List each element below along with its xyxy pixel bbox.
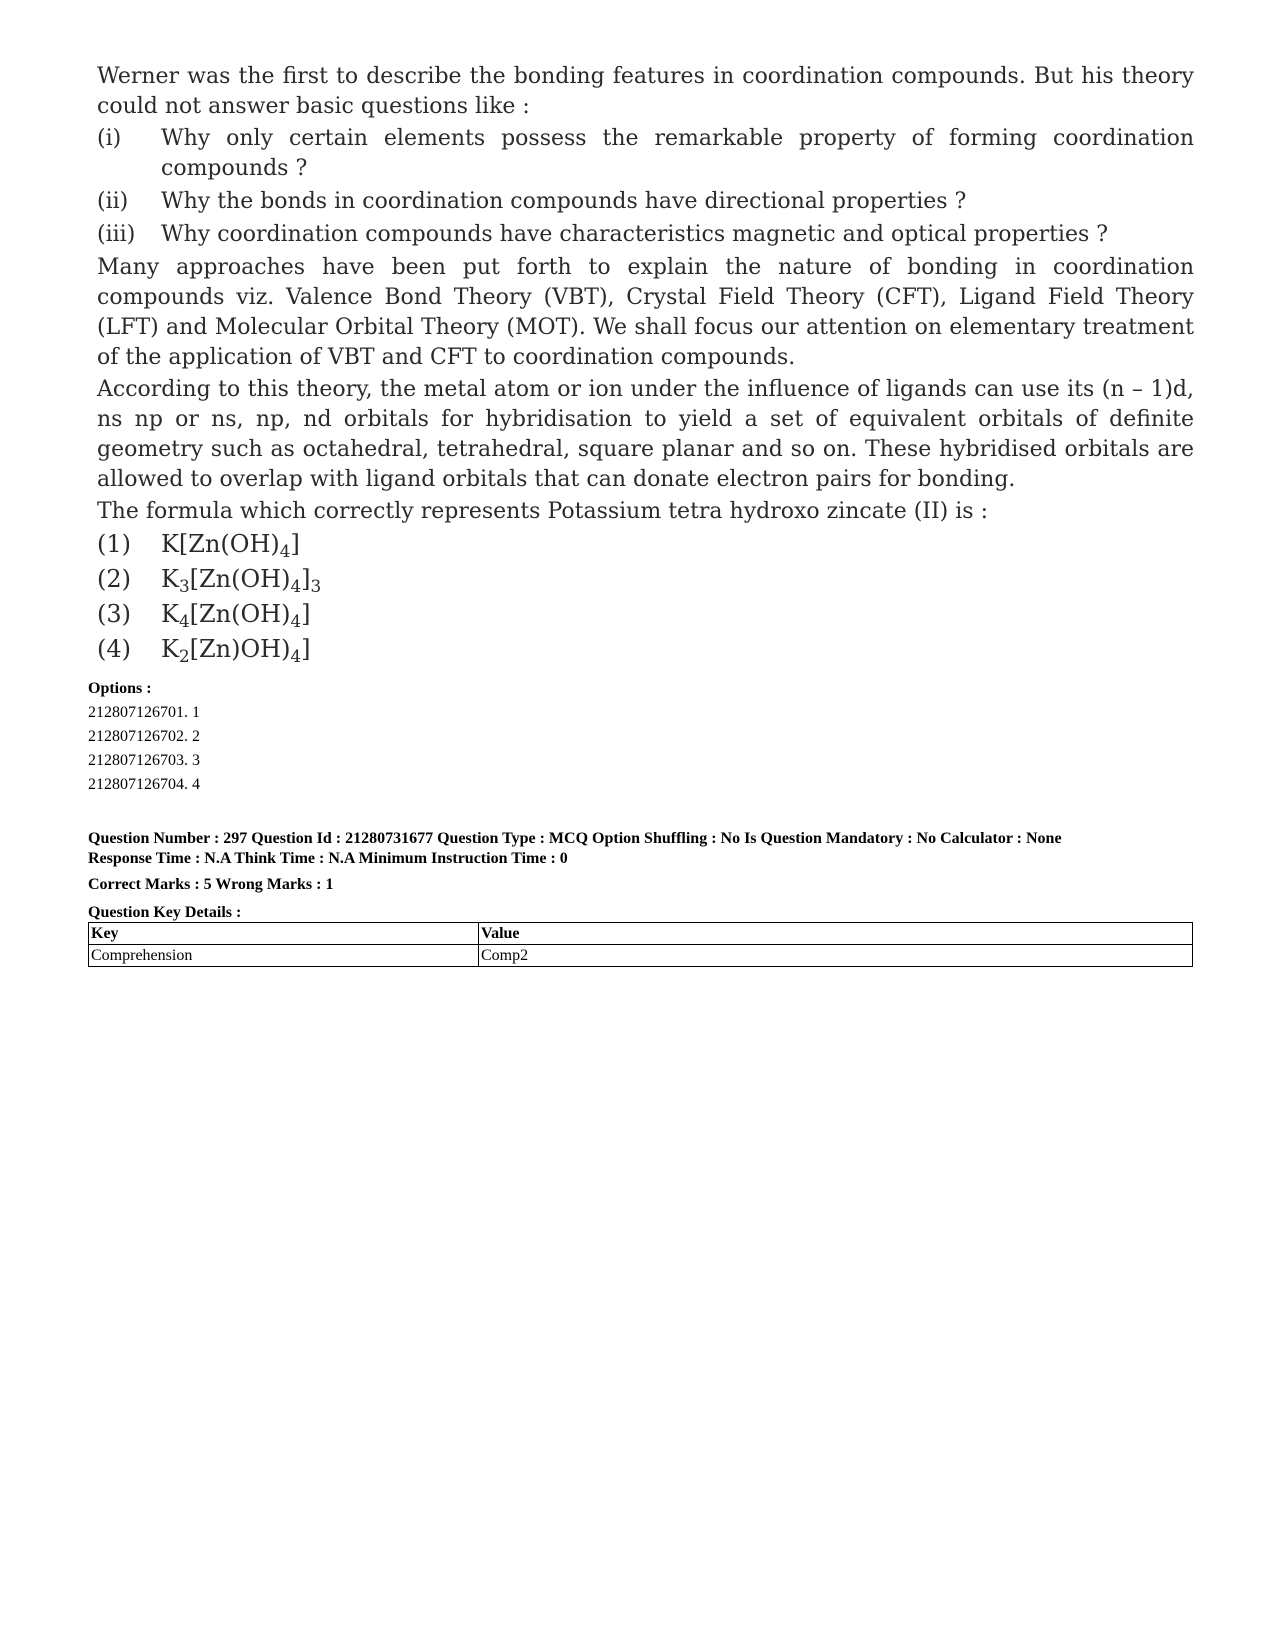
choice-formula: $K[Zn(OH)_4]$ — [161, 530, 300, 562]
question-item — [97, 124, 1194, 184]
marks-line: Correct Marks : 5 Wrong Marks : 1 — [88, 876, 334, 893]
choice-formula: $K_3[Zn(OH)_4]_3$ — [161, 565, 322, 597]
choice-2 — [97, 564, 1194, 597]
key-details-label: Question Key Details : — [88, 904, 242, 921]
item-text: Why only certain elements possess the remarkable property of forming coordination compounds ? — [161, 126, 1194, 181]
options-list — [88, 677, 1188, 797]
item-number: (ii) — [97, 189, 129, 214]
question-stem: The formula which correctly represents Potassium tetra hydroxo zincate (II) is : — [97, 499, 988, 524]
option-item: 212807126702. 2 — [88, 728, 200, 745]
cell-value: Comp2 — [479, 945, 1193, 967]
item-number: (iii) — [97, 222, 136, 247]
option-item: 212807126701. 1 — [88, 704, 200, 721]
passage-paragraph-3: According to this theory, the metal atom or ion under the influence of ligands can use its (n – 1)d, ns np or ns, np, nd orbitals for hybridisation to yield a set of equivalent orbitals of definite geometry such as octahedral, tetrahedral, square planar and so on. These hybridised orbitals are allowed to overlap with ligand orbitals that can donate electron pairs for bonding. — [97, 377, 1194, 492]
choice-1 — [97, 529, 1194, 562]
choice-formula: $K_2[Zn)OH)_4$] — [161, 635, 311, 667]
choice-4 — [97, 634, 1194, 667]
header-key: Key — [89, 923, 479, 945]
option-item: 212807126704. 4 — [88, 776, 200, 793]
item-text: Why the bonds in coordination compounds have directional properties ? — [161, 189, 967, 214]
table-row — [89, 945, 1193, 967]
choice-number: (4) — [97, 635, 131, 663]
choice-number: (3) — [97, 600, 131, 628]
choice-number: (2) — [97, 565, 131, 593]
question-meta-line-1: Question Number : 297 Question Id : 21280731677 Question Type : MCQ Option Shuffling : No Is Question Mandatory : No Calculator : None — [88, 830, 1062, 847]
item-number: (i) — [97, 126, 122, 151]
question-item — [97, 187, 1194, 217]
option-item: 212807126703. 3 — [88, 752, 200, 769]
options-label: Options : — [88, 680, 152, 697]
key-table — [88, 922, 1193, 967]
cell-key: Comprehension — [89, 945, 479, 967]
question-item — [97, 220, 1194, 250]
passage-intro: Werner was the first to describe the bonding features in coordination compounds. But his theory could not answer basic questions like : — [97, 64, 1194, 119]
passage-image — [97, 62, 1194, 669]
passage-paragraph-2: Many approaches have been put forth to explain the nature of bonding in coordination compounds viz. Valence Bond Theory (VBT), Crystal Field Theory (CFT), Ligand Field Theory (LFT) and Molecular Orbital Theory (MOT). We shall focus our attention on elementary treatment of the application of VBT and CFT to coordination compounds. — [97, 255, 1194, 370]
header-value: Value — [479, 923, 1193, 945]
choice-number: (1) — [97, 530, 131, 558]
item-text: Why coordination compounds have characteristics magnetic and optical properties ? — [161, 222, 1109, 247]
table-header-row — [89, 923, 1193, 945]
choice-formula: $K_4[Zn(OH)_4]$ — [161, 600, 311, 632]
question-info — [88, 829, 1188, 925]
choice-3 — [97, 599, 1194, 632]
question-meta-line-2: Response Time : N.A Think Time : N.A Minimum Instruction Time : 0 — [88, 850, 568, 867]
